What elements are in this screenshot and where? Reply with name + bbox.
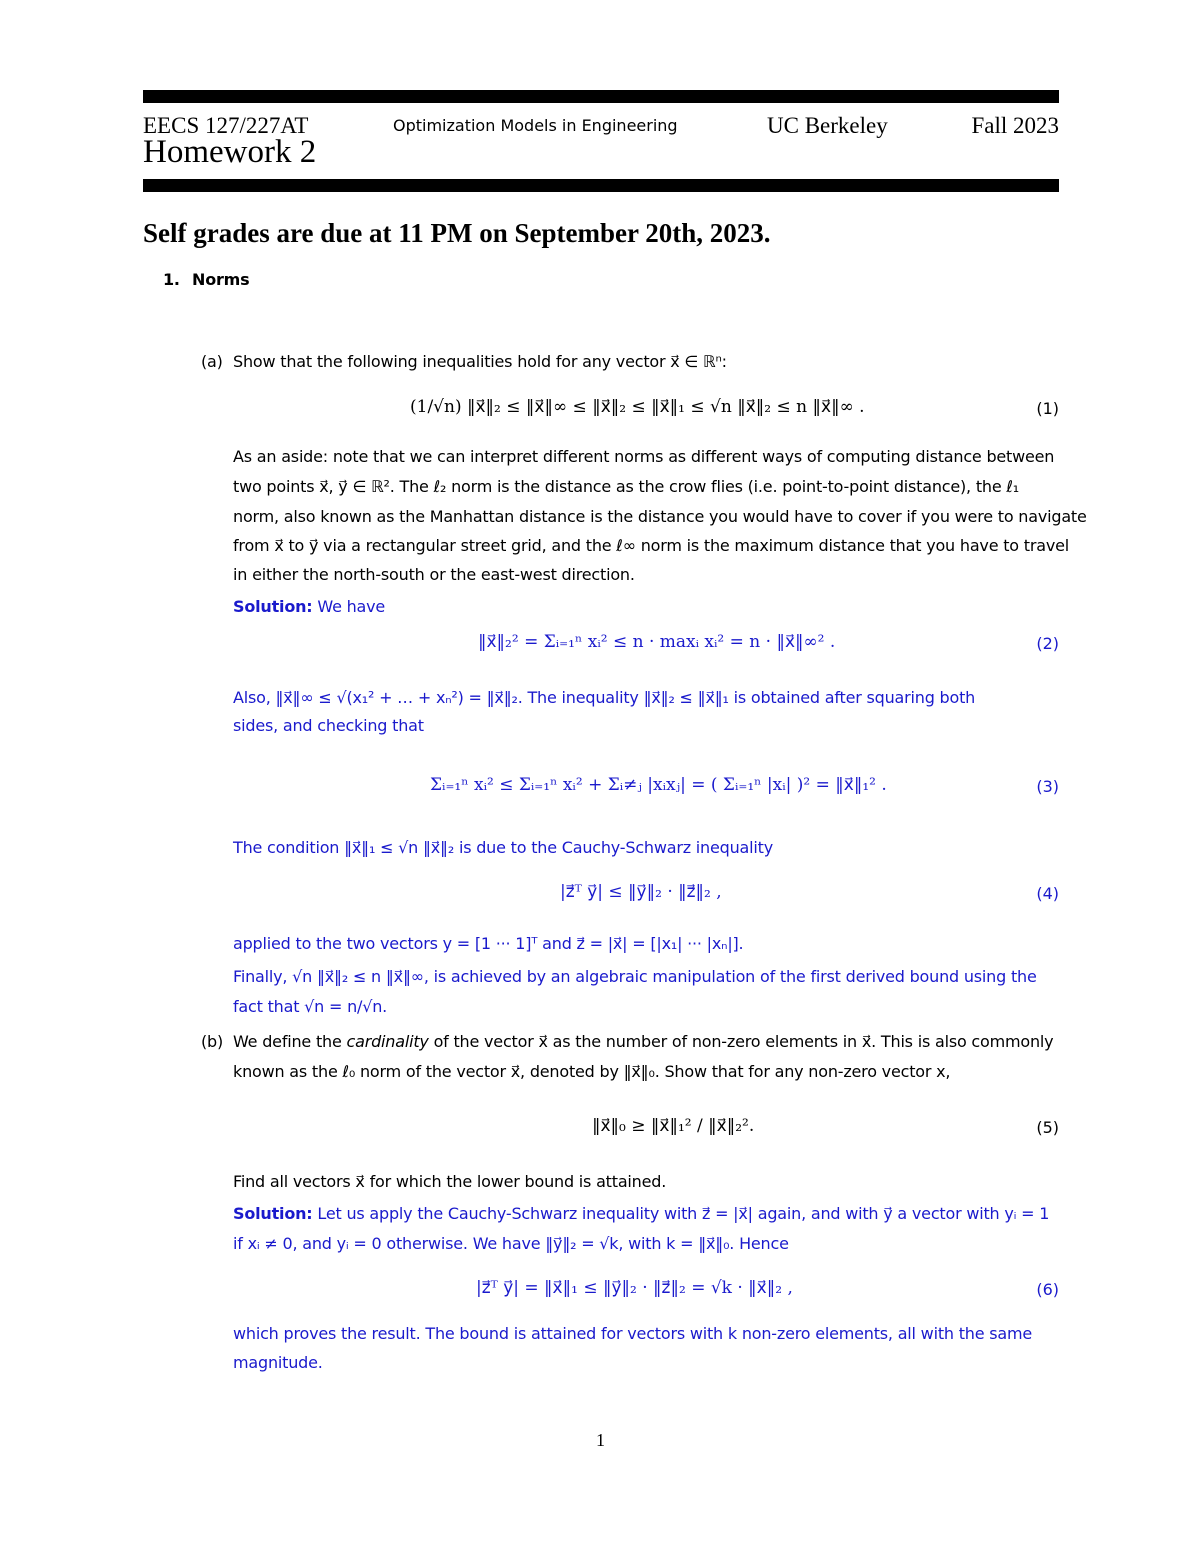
course-code: EECS 127/227AT	[143, 113, 309, 138]
problem-title: Norms	[192, 270, 250, 289]
solution-a-also-line: Also, ‖x⃗‖∞ ≤ √(x₁² + … + xₙ²) = ‖x⃗‖₂. The inequality ‖x⃗‖₂ ≤ ‖x⃗‖₁ is obtained after squaring both	[233, 688, 976, 707]
solution-a-finally-line-2: fact that √n = n/√n.	[233, 997, 388, 1016]
part-b-line-1	[233, 1032, 1053, 1051]
equation-2-number: (2)	[1036, 634, 1059, 653]
equation-1-number: (1)	[1036, 399, 1059, 418]
part-a-label: (a)	[201, 352, 223, 371]
due-date-heading: Self grades are due at 11 PM on September 20th, 2023.	[143, 218, 771, 248]
equation-5: ‖x⃗‖₀ ≥ ‖x⃗‖₁² / ‖x⃗‖₂².	[592, 1116, 755, 1136]
aside-line-5: in either the north-south or the east-west direction.	[233, 565, 635, 584]
solution-b-line-1-text: Let us apply the Cauchy-Schwarz inequality with z⃗ = |x⃗| again, and with y⃗ a vector with yᵢ = 1	[312, 1204, 1050, 1223]
equation-4: |z⃗ᵀ y⃗| ≤ ‖y⃗‖₂ · ‖z⃗‖₂ ,	[560, 882, 722, 902]
part-a-intro: Show that the following inequalities hold for any vector x⃗ ∈ ℝⁿ:	[233, 352, 727, 371]
equation-6: |z⃗ᵀ y⃗| = ‖x⃗‖₁ ≤ ‖y⃗‖₂ · ‖z⃗‖₂ = √k · ‖x⃗‖₂ ,	[476, 1278, 793, 1298]
part-b-line-1-post: of the vector x⃗ as the number of non-zero elements in x⃗. This is also commonly	[428, 1032, 1054, 1051]
equation-2: ‖x⃗‖₂² = Σᵢ₌₁ⁿ xᵢ² ≤ n · maxᵢ xᵢ² = n · ‖x⃗‖∞² .	[478, 632, 836, 652]
aside-line-4: from x⃗ to y⃗ via a rectangular street grid, and the ℓ∞ norm is the maximum distance that you have to travel	[233, 536, 1069, 555]
solution-b-line-1	[233, 1204, 1049, 1223]
solution-a-condition-line: The condition ‖x⃗‖₁ ≤ √n ‖x⃗‖₂ is due to the Cauchy-Schwarz inequality	[233, 838, 773, 857]
equation-6-number: (6)	[1036, 1280, 1059, 1299]
equation-5-number: (5)	[1036, 1118, 1059, 1137]
problem-number: 1.	[163, 270, 180, 289]
aside-line-1: As an aside: note that we can interpret different norms as different ways of computing distance between	[233, 447, 1055, 466]
page-number: 1	[596, 1430, 605, 1450]
part-b-find-line: Find all vectors x⃗ for which the lower bound is attained.	[233, 1172, 667, 1191]
solution-b-label: Solution:	[233, 1204, 313, 1223]
part-b-line-1-pre: We define the	[233, 1032, 347, 1051]
solution-b-proves-line-2: magnitude.	[233, 1353, 323, 1372]
solution-a-finally-line: Finally, √n ‖x⃗‖₂ ≤ n ‖x⃗‖∞, is achieved by an algebraic manipulation of the first derived bound using the	[233, 967, 1037, 986]
solution-b-proves-line-1: which proves the result. The bound is attained for vectors with k non-zero elements, all with the same	[233, 1324, 1033, 1343]
solution-a-applied-line: applied to the two vectors y = [1 ··· 1]ᵀ and z⃗ = |x⃗| = [|x₁| ··· |xₙ|].	[233, 934, 744, 953]
school-name: UC Berkeley	[767, 113, 888, 138]
aside-line-2: two points x⃗, y⃗ ∈ ℝ². The ℓ₂ norm is the distance as the crow flies (i.e. point-to-point distance), the ℓ₁	[233, 477, 1019, 496]
header-top-rule	[143, 90, 1059, 103]
equation-1: (1/√n) ‖x⃗‖₂ ≤ ‖x⃗‖∞ ≤ ‖x⃗‖₂ ≤ ‖x⃗‖₁ ≤ √n ‖x⃗‖₂ ≤ n ‖x⃗‖∞ .	[410, 397, 865, 417]
equation-3: Σᵢ₌₁ⁿ xᵢ² ≤ Σᵢ₌₁ⁿ xᵢ² + Σᵢ≠ⱼ |xᵢxⱼ| = ( Σᵢ₌₁ⁿ |xᵢ| )² = ‖x⃗‖₁² .	[430, 775, 887, 795]
part-b-line-2: known as the ℓ₀ norm of the vector x⃗, denoted by ‖x⃗‖₀. Show that for any non-zero vector x,	[233, 1062, 951, 1081]
part-b-label: (b)	[201, 1032, 224, 1051]
solution-a-also-line-2: sides, and checking that	[233, 716, 424, 735]
term: Fall 2023	[971, 113, 1059, 138]
cardinality-term: cardinality	[346, 1032, 429, 1051]
equation-4-number: (4)	[1036, 884, 1059, 903]
course-subject: Optimization Models in Engineering	[393, 116, 678, 135]
solution-label: Solution:	[233, 597, 313, 616]
solution-a-text: We have	[312, 597, 386, 616]
header-bottom-rule	[143, 179, 1059, 192]
page-title: Homework 2	[143, 134, 317, 170]
solution-b-line-2: if xᵢ ≠ 0, and yᵢ = 0 otherwise. We have ‖y⃗‖₂ = √k, with k = ‖x⃗‖₀. Hence	[233, 1234, 789, 1253]
solution-a-intro	[233, 597, 385, 616]
equation-3-number: (3)	[1036, 777, 1059, 796]
aside-line-3: norm, also known as the Manhattan distance is the distance you would have to cover if you were to navigate	[233, 507, 1087, 526]
